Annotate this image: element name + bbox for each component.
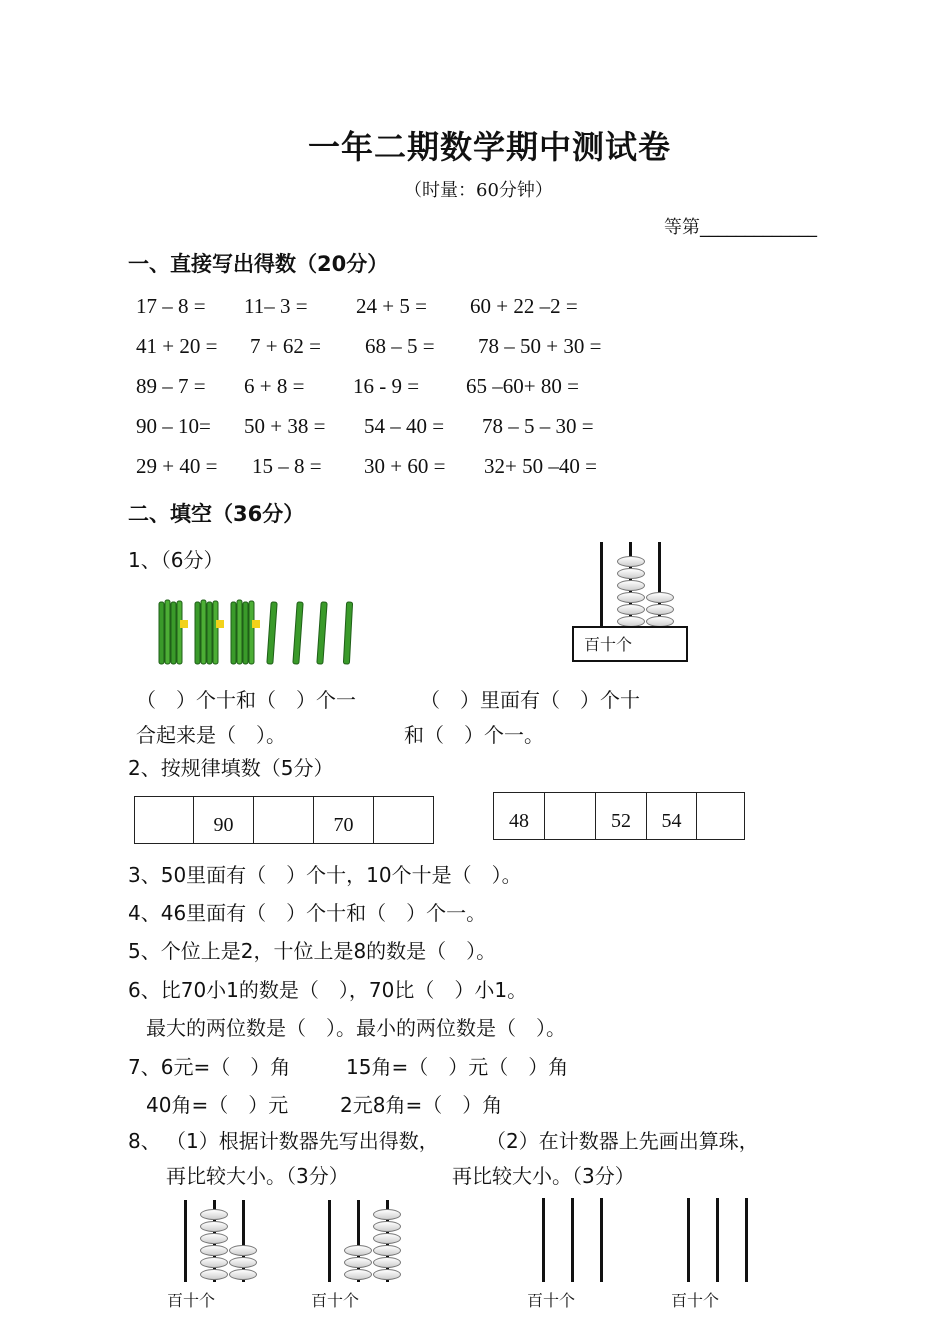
equation: 32+ 50 –40 = (484, 454, 597, 478)
abacus-label: 百十个 (167, 1291, 216, 1310)
equation: 6 + 8 = (244, 374, 305, 398)
abacus-bead (200, 1209, 228, 1220)
q6-text-2: 最大的两位数是（ ）。最小的两位数是（ ）。 (146, 1016, 566, 1040)
stick-icon (343, 602, 352, 664)
equation: 11– 3 = (244, 294, 308, 318)
sequence-cell[interactable] (254, 797, 314, 843)
q2-label: 2、按规律填数（5分） (128, 756, 334, 780)
q4-text: 4、46里面有（ ）个十和（ ）个一。 (128, 901, 487, 925)
grade-field[interactable]: 等第_____________ (664, 217, 817, 238)
stick-bundle-icon (159, 600, 188, 664)
sequence-cell: 90 (194, 797, 254, 843)
abacus-bead (229, 1257, 257, 1268)
abacus-label: 百十个 (311, 1291, 360, 1310)
sequence-cell[interactable] (374, 797, 433, 843)
q8-part1-line2: 再比较大小。（3分） (166, 1164, 349, 1188)
equation: 68 – 5 = (365, 334, 435, 358)
equation: 78 – 50 + 30 = (478, 334, 602, 358)
q7-text-1b: 15角=（ ）元（ ）角 (346, 1055, 569, 1079)
sequence-cell: 48 (494, 793, 545, 839)
sequence-cell: 70 (314, 797, 374, 843)
abacus-bead (617, 580, 645, 591)
q5-text: 5、个位上是2，十位上是8的数是（ ）。 (128, 939, 497, 963)
sequence-row-1 (134, 796, 434, 844)
equation: 17 – 8 = (136, 294, 206, 318)
equation: 60 + 22 –2 = (470, 294, 578, 318)
q7-text-2b: 2元8角=（ ）角 (340, 1093, 503, 1117)
abacus-bead (373, 1245, 401, 1256)
abacus-rod-hundreds (328, 1200, 331, 1282)
stick-icon (293, 602, 303, 664)
q6-text-1: 6、比70小1的数是（ ），70比（ ）小1。 (128, 978, 528, 1002)
equation: 24 + 5 = (356, 294, 427, 318)
equation: 50 + 38 = (244, 414, 326, 438)
stick-bundle-icon (195, 600, 224, 664)
sequence-row-2 (493, 792, 745, 840)
equation: 90 – 10= (136, 414, 211, 438)
section1-heading: 一、直接写出得数（20分） (128, 252, 389, 276)
abacus-rod-hundreds (542, 1198, 545, 1282)
abacus-bead (373, 1221, 401, 1232)
equation: 7 + 62 = (250, 334, 321, 358)
equation: 29 + 40 = (136, 454, 218, 478)
abacus-label: 百十个 (671, 1291, 720, 1310)
abacus-bead (229, 1269, 257, 1280)
abacus-rod-tens (716, 1198, 719, 1282)
equation: 78 – 5 – 30 = (482, 414, 594, 438)
abacus-bead (344, 1269, 372, 1280)
sequence-cell: 54 (647, 793, 697, 839)
abacus-rod-hundreds (600, 542, 603, 628)
q1-text-a2: 合起来是（ ）。 (136, 723, 286, 747)
equation: 54 – 40 = (364, 414, 445, 438)
abacus-rod-ones (600, 1198, 603, 1282)
equation: 16 - 9 = (353, 374, 420, 398)
abacus-bead (344, 1257, 372, 1268)
q8-part1-line1: （1）根据计数器先写出得数， (166, 1129, 439, 1153)
q1-text-a1: （ ）个十和（ ）个一 (136, 688, 356, 712)
abacus-rod-hundreds (687, 1198, 690, 1282)
equation: 15 – 8 = (252, 454, 322, 478)
stick-bundle-icon (231, 600, 260, 664)
abacus-bead (200, 1221, 228, 1232)
q7-text-2a: 40角=（ ）元 (146, 1093, 289, 1117)
sequence-cell: 52 (596, 793, 647, 839)
abacus-bead (646, 592, 674, 603)
stick-icon (317, 602, 327, 664)
abacus-bead (200, 1233, 228, 1244)
abacus-bead (617, 604, 645, 615)
abacus-bead (200, 1245, 228, 1256)
abacus-bead (617, 568, 645, 579)
abacus-bead (373, 1257, 401, 1268)
abacus-rod-tens (571, 1198, 574, 1282)
q7-text-1a: 7、6元=（ ）角 (128, 1055, 291, 1079)
abacus-bead (200, 1269, 228, 1280)
abacus-bead (229, 1245, 257, 1256)
abacus-bead (617, 592, 645, 603)
abacus-bead (373, 1269, 401, 1280)
equation: 30 + 60 = (364, 454, 446, 478)
q8-label: 8、 (128, 1129, 161, 1153)
section2-heading: 二、填空（36分） (128, 502, 305, 526)
equation: 65 –60+ 80 = (466, 374, 579, 398)
abacus-label: 百十个 (527, 1291, 576, 1310)
q3-text: 3、50里面有（ ）个十，10个十是（ ）。 (128, 863, 522, 887)
q8-part2-line1: （2）在计数器上先画出算珠， (486, 1129, 759, 1153)
q1-text-b2: 和（ ）个一。 (404, 723, 544, 747)
q8-part2-line2: 再比较大小。（3分） (452, 1164, 635, 1188)
abacus-bead (373, 1233, 401, 1244)
equation: 41 + 20 = (136, 334, 218, 358)
abacus-bead (200, 1257, 228, 1268)
stick-icon (267, 602, 277, 664)
abacus-base (572, 626, 688, 662)
abacus-rod-hundreds (184, 1200, 187, 1282)
abacus-bead (646, 604, 674, 615)
abacus-rod-ones (745, 1198, 748, 1282)
page-title: 一年二期数学期中测试卷 (308, 128, 672, 166)
sticks-illustration (155, 598, 365, 670)
sequence-cell[interactable] (135, 797, 194, 843)
abacus-bead (344, 1245, 372, 1256)
abacus-bead (617, 556, 645, 567)
abacus-label: 百十个 (584, 635, 633, 654)
subtitle: （时量：60分钟） (404, 180, 553, 201)
q1-text-b1: （ ）里面有（ ）个十 (420, 688, 640, 712)
abacus-bead (373, 1209, 401, 1220)
sequence-cell[interactable] (545, 793, 596, 839)
sequence-cell[interactable] (697, 793, 744, 839)
q1-label: 1、（6分） (128, 548, 224, 572)
equation: 89 – 7 = (136, 374, 206, 398)
